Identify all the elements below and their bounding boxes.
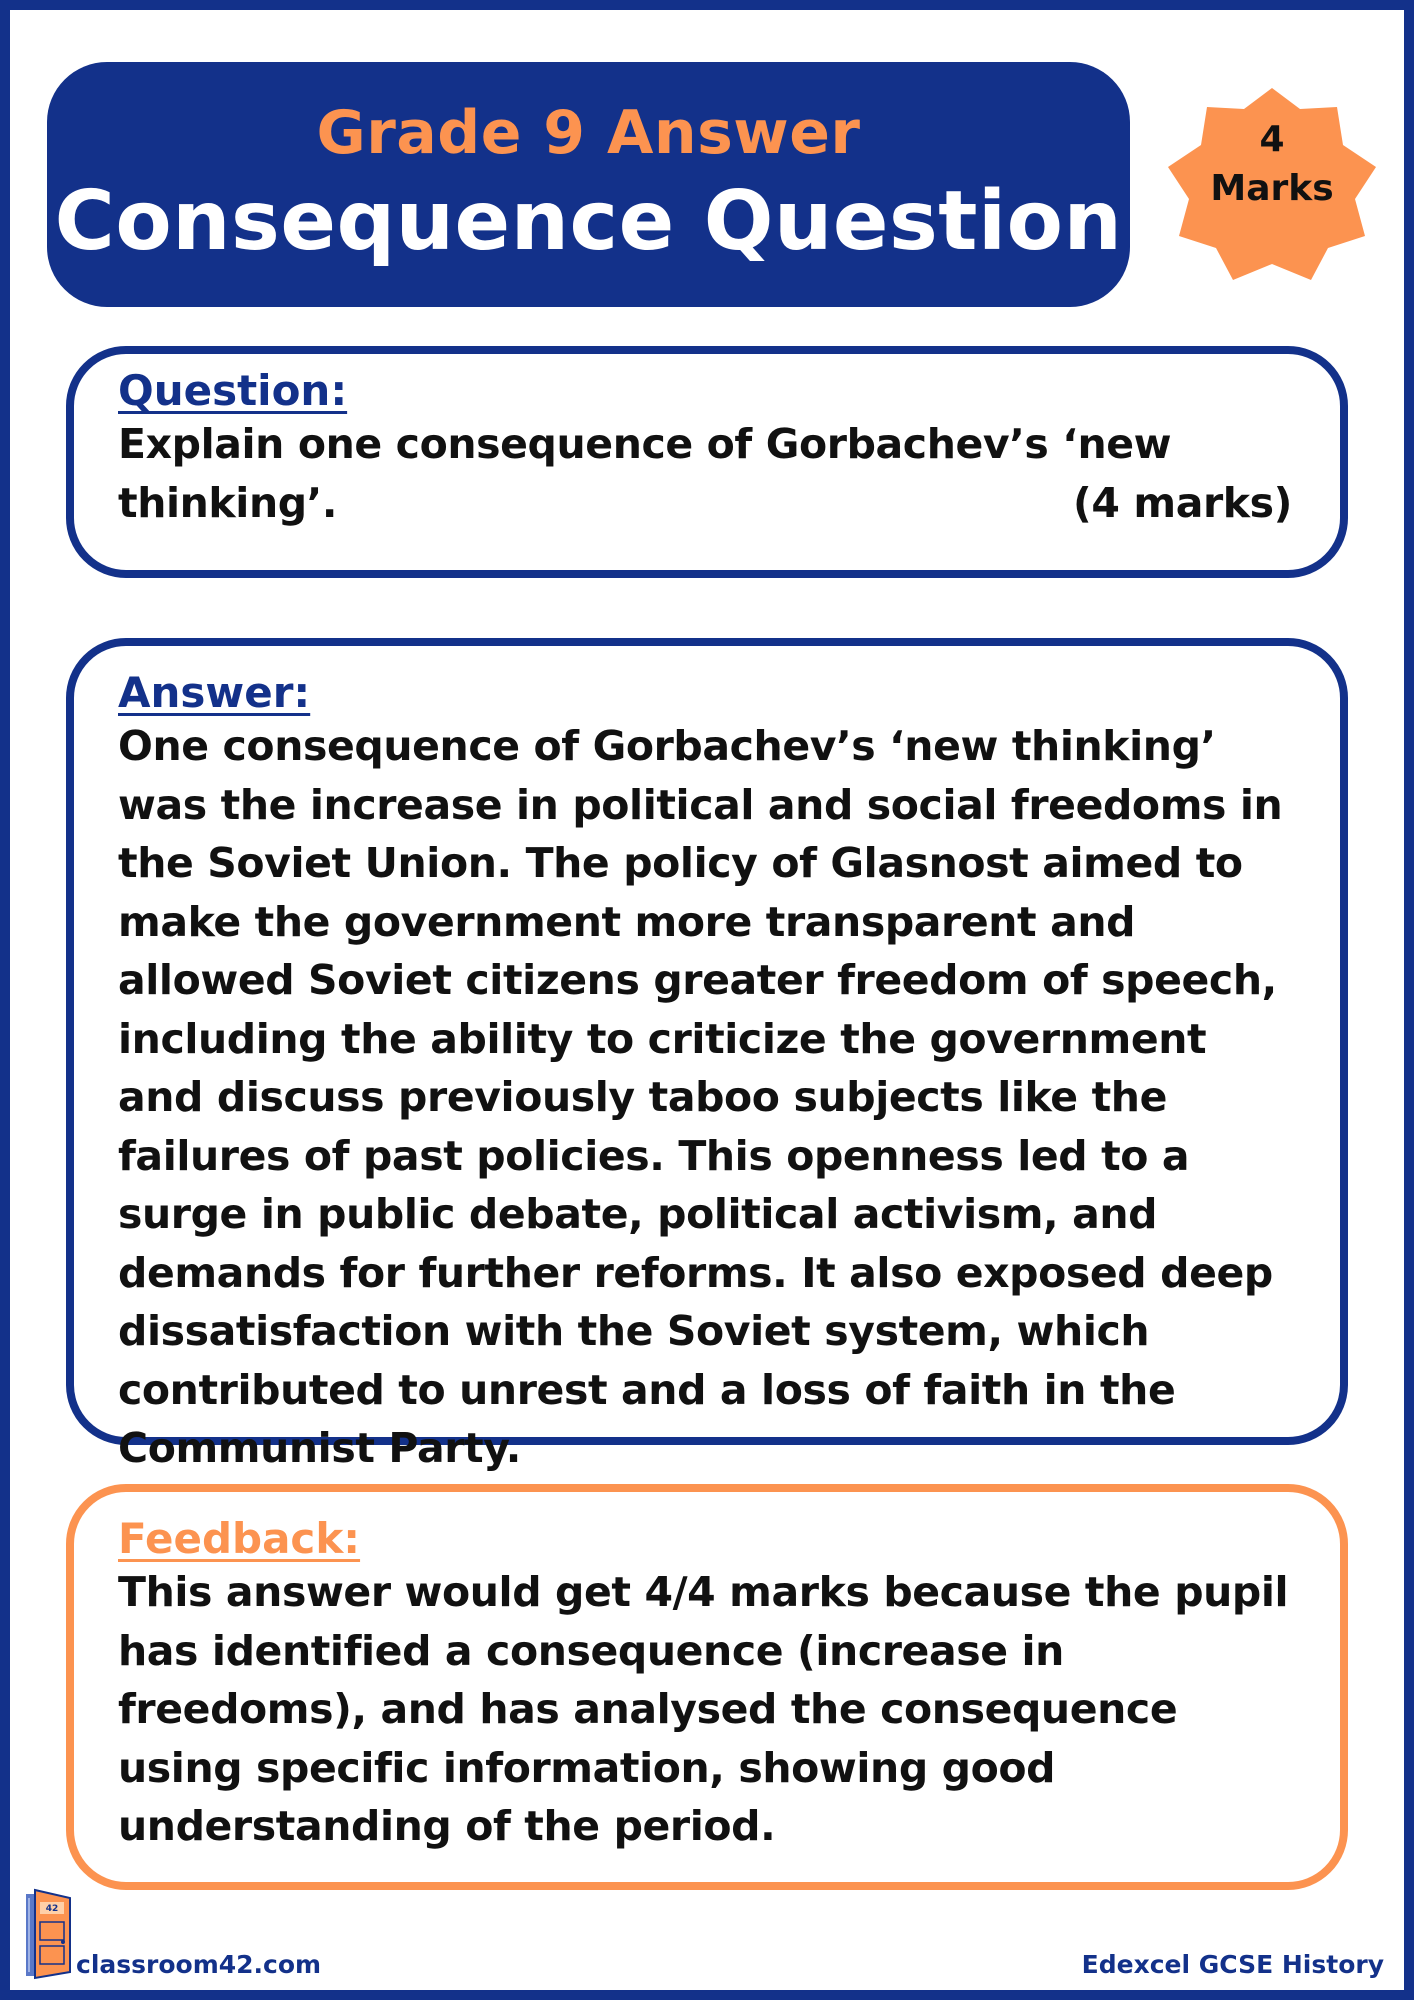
feedback-text: This answer would get 4/4 marks because the pupil has identified a consequence (increase in freedoms), and has analysed the consequence using specific information, showing good understanding of the period.	[118, 1568, 1289, 1850]
logo-number: 42	[45, 1904, 59, 1914]
classroom-door-logo-icon	[24, 1888, 74, 1980]
footer-course: Edexcel GCSE History	[1081, 1950, 1384, 1979]
question-line-1: Explain one consequence of Gorbachev’s ‘new	[118, 420, 1172, 468]
answer-text: One consequence of Gorbachev’s ‘new thinking’ was the increase in political and social freedoms in the Soviet Union. The policy of Glasnost aimed to make the government more transparent and allowed Soviet citizens greater freedom of speech, including the ability to criticize the government and discuss previously taboo subjects like the failures of past policies. This openness led to a surge in public debate, political activism, and demands for further reforms. It also exposed deep dissatisfaction with the Soviet system, which contributed to unrest and a loss of faith in the Communist Party.	[118, 722, 1283, 1472]
question-card	[66, 346, 1348, 578]
answer-label: Answer:	[118, 668, 311, 717]
question-line-2-text: thinking’.	[118, 478, 338, 527]
question-marks: (4 marks)	[1073, 478, 1292, 527]
feedback-label: Feedback:	[118, 1514, 361, 1563]
question-label: Question:	[118, 366, 348, 415]
badge-text	[1166, 116, 1378, 213]
page-title: Consequence Question	[54, 174, 1123, 269]
title-banner	[47, 62, 1130, 307]
question-text	[118, 415, 1292, 532]
answer-card	[66, 638, 1348, 1472]
question-line-2	[118, 474, 1292, 533]
footer-website[interactable]: classroom42.com	[76, 1950, 322, 1979]
badge-unit: Marks	[1210, 167, 1334, 209]
feedback-card	[66, 1484, 1348, 1890]
badge-number: 4	[1259, 119, 1285, 160]
marks-badge	[1166, 88, 1378, 280]
title-subtitle: Grade 9 Answer	[316, 98, 861, 168]
